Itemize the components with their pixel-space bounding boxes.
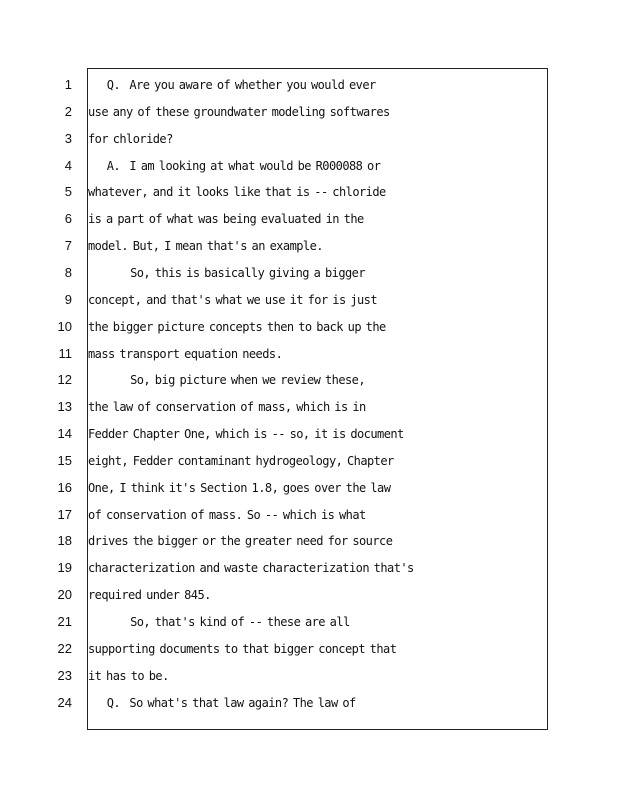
- line-number: 20: [57, 587, 72, 603]
- transcript-line: [0, 237, 618, 264]
- line-text: One, I think it's Section 1.8, goes over the law: [88, 480, 391, 495]
- line-number: 18: [57, 533, 72, 549]
- line-text: characterization and waste characterization that's: [88, 561, 414, 576]
- line-text: whatever, and it looks like that is -- chloride: [88, 185, 386, 200]
- line-text: is a part of what was being evaluated in the: [88, 212, 364, 227]
- transcript-line: [0, 452, 618, 479]
- transcript-line: [0, 613, 618, 640]
- transcript-line: [0, 398, 618, 425]
- line-number: 17: [57, 506, 72, 522]
- line-number: 7: [64, 238, 72, 254]
- line-text: of conservation of mass. So -- which is what: [88, 507, 366, 522]
- line-number: 14: [57, 426, 72, 442]
- transcript-line: [0, 157, 618, 184]
- line-number: 11: [58, 345, 72, 361]
- transcript-line: [0, 425, 618, 452]
- line-text: So, big picture when we review these,: [88, 373, 366, 388]
- transcript-line: [0, 130, 618, 157]
- transcript-line: [0, 640, 618, 667]
- line-number: 9: [64, 291, 72, 307]
- line-text: supporting documents to that bigger concept that: [88, 641, 397, 656]
- line-number: 24: [57, 694, 72, 710]
- line-number: 21: [57, 614, 72, 629]
- line-number: 8: [64, 264, 72, 280]
- transcript-line: [0, 667, 618, 694]
- line-number: 16: [57, 479, 72, 495]
- line-number: 15: [57, 452, 72, 468]
- line-text: Q. So what's that law again? The law of: [88, 695, 356, 710]
- transcript-line: [0, 76, 618, 103]
- line-number: 3: [64, 130, 72, 146]
- transcript-line: [0, 183, 618, 210]
- line-number: 22: [57, 640, 72, 656]
- transcript-line: [0, 371, 618, 398]
- line-text: drives the bigger or the greater need for source: [88, 534, 393, 549]
- transcript-line: [0, 318, 618, 345]
- line-text: mass transport equation needs.: [88, 346, 283, 361]
- transcript-line: [0, 586, 618, 613]
- line-number: 2: [64, 103, 72, 119]
- transcript-line: [0, 345, 618, 372]
- line-text: the law of conservation of mass, which is in: [88, 400, 366, 415]
- line-number: 12: [57, 372, 72, 388]
- transcript-line: [0, 559, 618, 586]
- line-text: for chloride?: [88, 131, 173, 146]
- line-number: 23: [57, 667, 72, 683]
- line-text: Fedder Chapter One, which is -- so, it is document: [88, 427, 404, 442]
- line-number: 6: [64, 211, 72, 227]
- line-text: So, that's kind of -- these are all: [88, 615, 350, 629]
- line-text: A. I am looking at what would be R000088 or: [88, 158, 381, 173]
- line-text: eight, Fedder contaminant hydrogeology, Chapter: [88, 453, 394, 468]
- line-number: 19: [57, 560, 72, 576]
- line-number: 10: [57, 318, 72, 334]
- line-number: 4: [64, 157, 72, 173]
- transcript-line: [0, 264, 618, 291]
- line-text: use any of these groundwater modeling softwares: [88, 104, 390, 119]
- transcript-line: [0, 506, 618, 533]
- line-text: required under 845.: [88, 588, 211, 603]
- transcript-line: [0, 291, 618, 318]
- transcript-line: [0, 694, 618, 721]
- line-text: the bigger picture concepts then to back up the: [88, 319, 386, 334]
- line-number: 5: [64, 184, 72, 200]
- transcript-line: [0, 103, 618, 130]
- line-text: concept, and that's what we use it for is just: [88, 292, 378, 307]
- line-text: Q. Are you aware of whether you would ever: [88, 78, 376, 92]
- line-text: So, this is basically giving a bigger: [88, 265, 366, 280]
- transcript-line: [0, 532, 618, 559]
- line-text: model. But, I mean that's an example.: [88, 239, 323, 254]
- line-number: 13: [57, 399, 72, 415]
- transcript-line: [0, 479, 618, 506]
- line-number: 1: [64, 77, 72, 92]
- line-text: it has to be.: [88, 668, 169, 683]
- transcript-line: [0, 210, 618, 237]
